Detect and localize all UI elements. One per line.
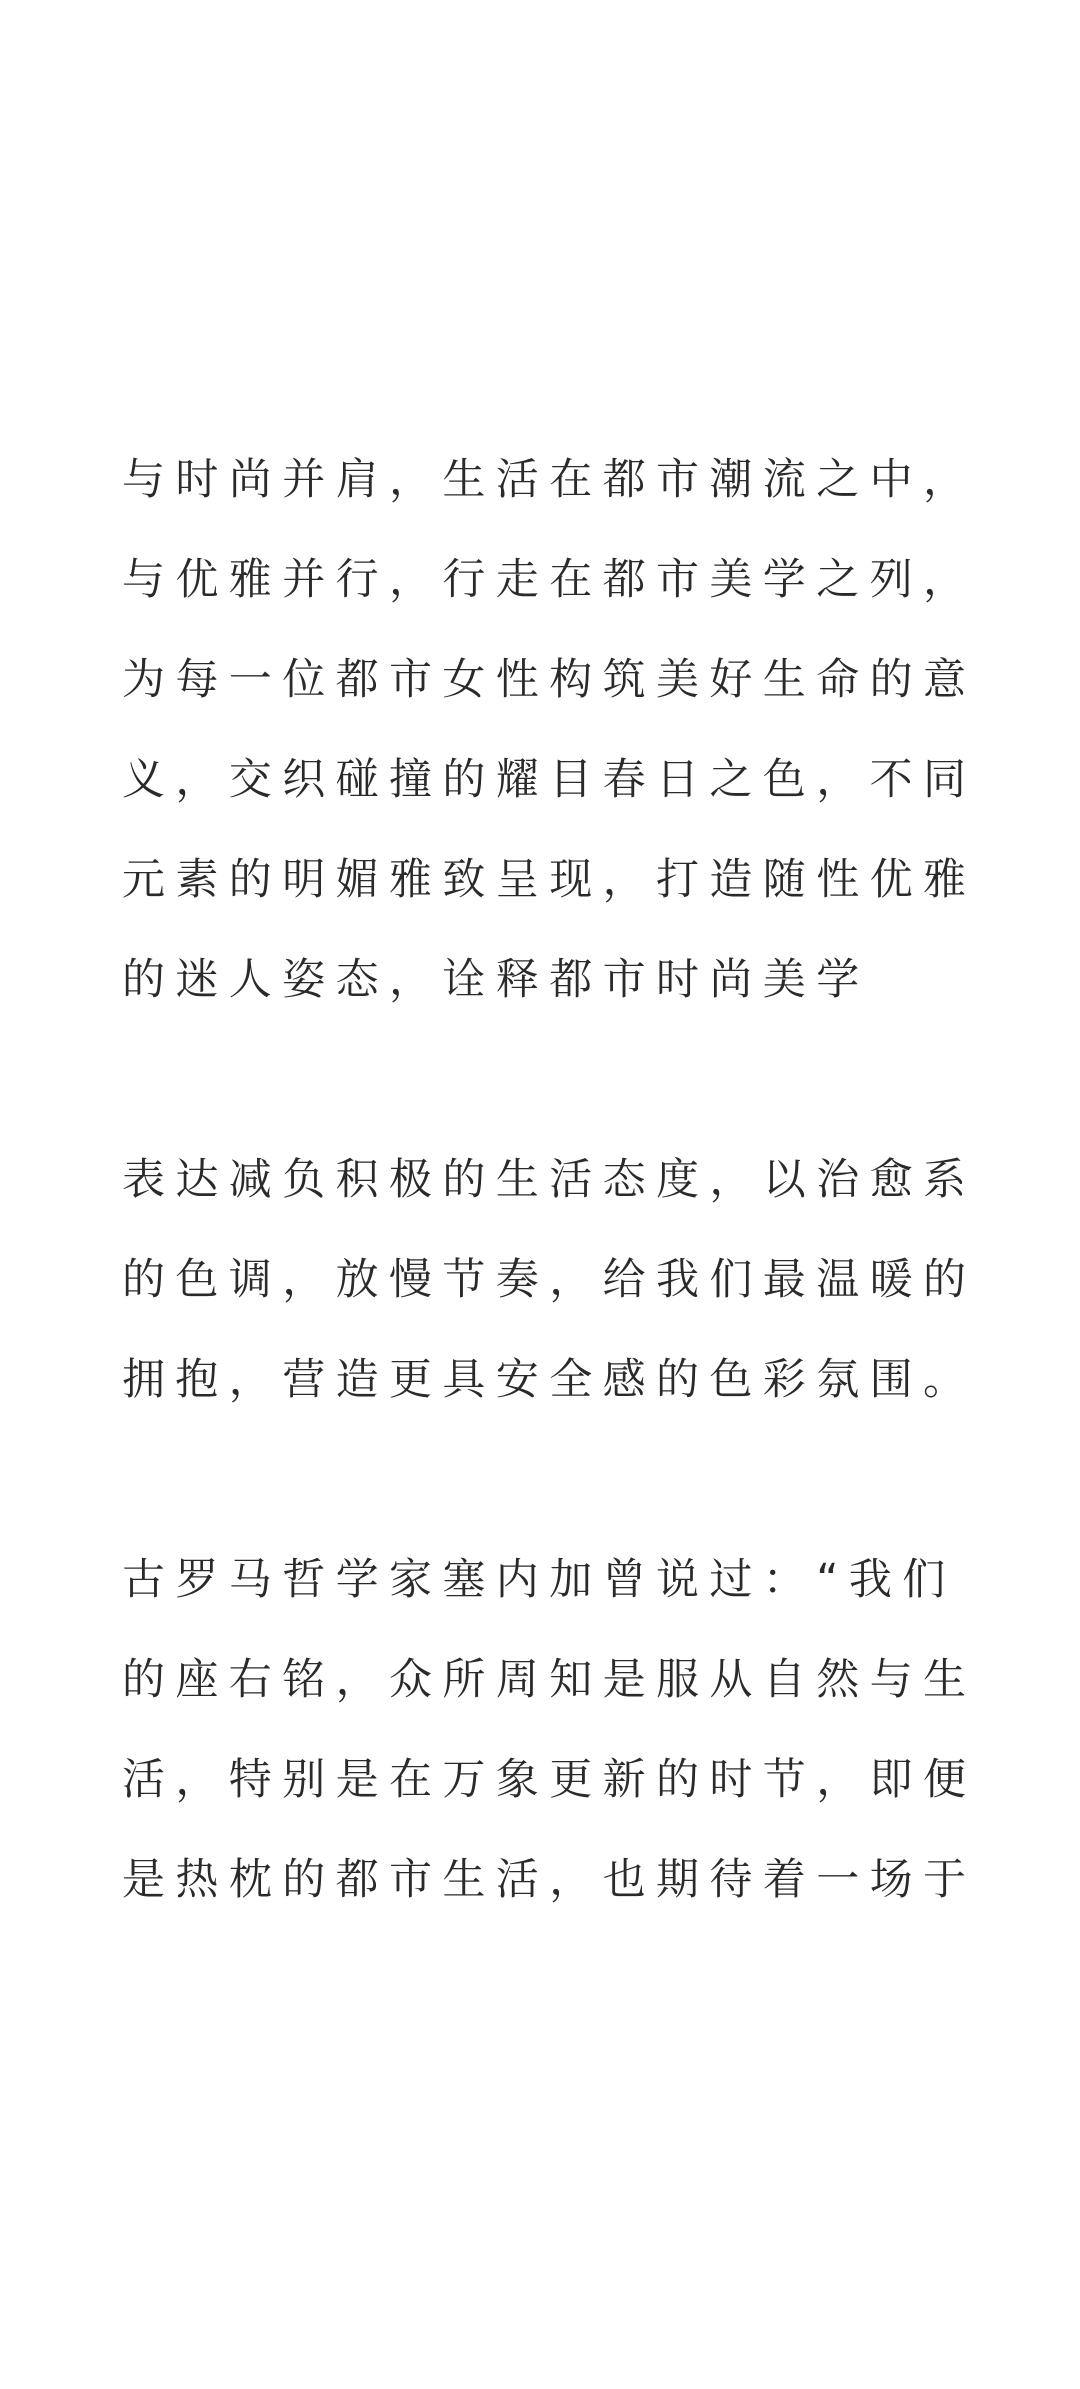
paragraph-2-line-1: 表达减负积极的生活态度，以治愈系 xyxy=(122,1155,977,1205)
paragraph-1-line-2: 与优雅并行，行走在都市美学之列， xyxy=(122,555,977,605)
paragraph-1-line-4: 义，交织碰撞的耀目春日之色，不同 xyxy=(122,755,977,805)
paragraph-2-line-2: 的色调，放慢节奏，给我们最温暖的 xyxy=(122,1255,977,1305)
paragraph-3-line-2: 的座右铭，众所周知是服从自然与生 xyxy=(122,1655,977,1705)
paragraph-3-line-4: 是热枕的都市生活，也期待着一场于 xyxy=(122,1855,977,1905)
paragraph-1-line-1: 与时尚并肩，生活在都市潮流之中， xyxy=(122,455,977,505)
paragraph-3-line-1: 古罗马哲学家塞内加曾说过：“我们 xyxy=(122,1555,956,1605)
paragraph-2-line-3: 拥抱，营造更具安全感的色彩氛围。 xyxy=(122,1355,977,1405)
paragraph-3-line-3: 活，特别是在万象更新的时节，即便 xyxy=(122,1755,977,1805)
paragraph-1-line-6: 的迷人姿态，诠释都市时尚美学 xyxy=(122,955,870,1005)
paragraph-1-line-5: 元素的明媚雅致呈现，打造随性优雅 xyxy=(122,855,977,905)
paragraph-1-line-3: 为每一位都市女性构筑美好生命的意 xyxy=(122,655,977,705)
